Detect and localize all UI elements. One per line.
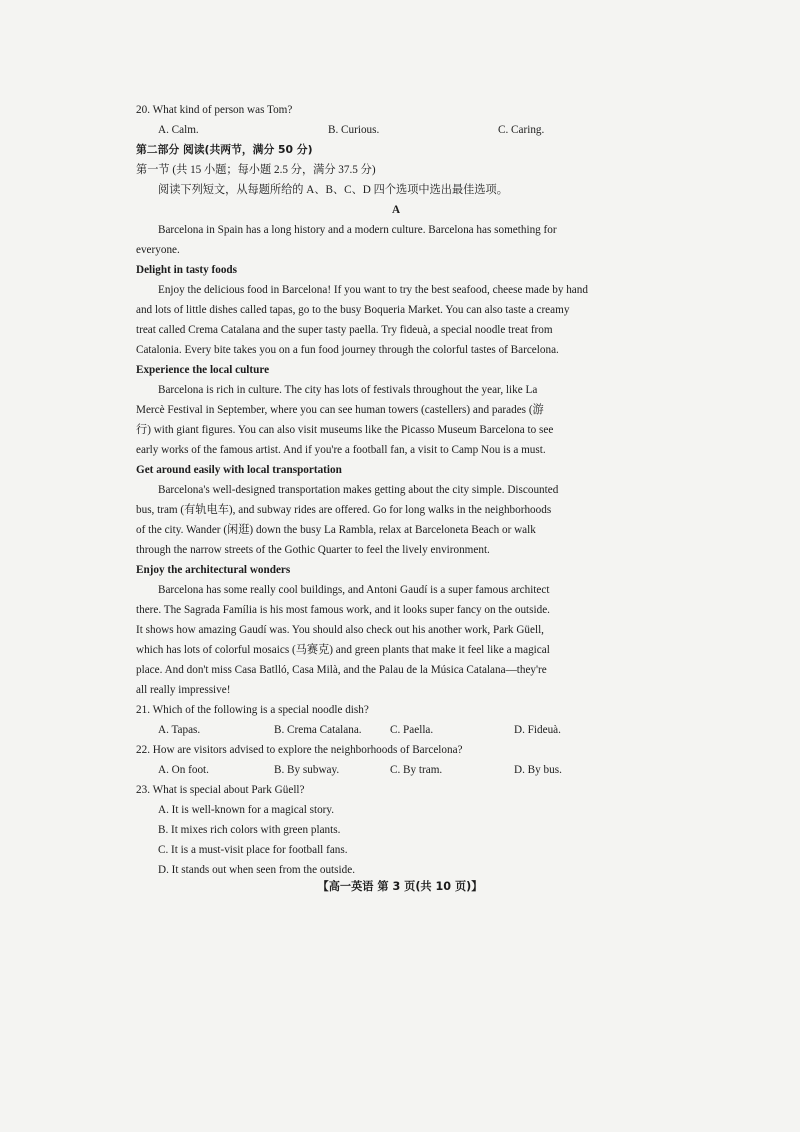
section-1-title: 第一节 (共 15 小题；每小题 2.5 分，满分 37.5 分) — [136, 164, 376, 176]
option: D. By bus. — [514, 764, 562, 776]
section-heading: Enjoy the architectural wonders — [136, 564, 291, 576]
option: C. Paella. — [390, 724, 434, 736]
question-23-stem: 23. What is special about Park Güell? — [136, 784, 305, 796]
paragraph-line: It shows how amazing Gaudí was. You should also check out his another work, Park Güell, — [136, 624, 544, 636]
page-content — [136, 100, 656, 880]
option: B. Curious. — [328, 124, 380, 136]
option: D. It stands out when seen from the outside. — [158, 864, 355, 876]
paragraph-line: early works of the famous artist. And if you're a football fan, a visit to Camp Nou is a must. — [136, 444, 546, 456]
reading-instruction: 阅读下列短文，从每题所给的 A、B、C、D 四个选项中选出最佳选项。 — [158, 184, 508, 196]
option: B. It mixes rich colors with green plants. — [158, 824, 341, 836]
question-21-stem: 21. Which of the following is a special noodle dish? — [136, 704, 369, 716]
paragraph-line: Barcelona's well-designed transportation makes getting about the city simple. Discounted — [158, 484, 559, 496]
paragraph-line: 行) with giant figures. You can also visit museums like the Picasso Museum Barcelona to see — [136, 424, 554, 436]
paragraph-line: through the narrow streets of the Gothic Quarter to feel the lively environment. — [136, 544, 490, 556]
question-20-options — [136, 120, 656, 140]
question-21-options — [136, 720, 656, 740]
option: A. It is well-known for a magical story. — [158, 804, 335, 816]
paragraph-line: Mercè Festival in September, where you can see human towers (castellers) and parades (游 — [136, 404, 544, 416]
paragraph-line: Barcelona has some really cool buildings, and Antoni Gaudí is a super famous architect — [158, 584, 550, 596]
paragraph-line: and lots of little dishes called tapas, go to the busy Boqueria Market. You can also taste a creamy — [136, 304, 570, 316]
option: C. By tram. — [390, 764, 443, 776]
paragraph-line: Catalonia. Every bite takes you on a fun food journey through the colorful tastes of Barcelona. — [136, 344, 559, 356]
intro-line: Barcelona in Spain has a long history and a modern culture. Barcelona has something for — [158, 224, 557, 236]
paragraph-line: place. And don't miss Casa Batlló, Casa Milà, and the Palau de la Música Catalana—they're — [136, 664, 547, 676]
paragraph-line: which has lots of colorful mosaics (马赛克) and green plants that make it feel like a magical — [136, 644, 550, 656]
option: A. On foot. — [158, 764, 209, 776]
passage-label: A — [391, 204, 401, 216]
option: A. Tapas. — [158, 724, 201, 736]
section-heading: Delight in tasty foods — [136, 264, 238, 276]
paragraph-line: Barcelona is rich in culture. The city has lots of festivals throughout the year, like La — [158, 384, 538, 396]
paragraph-line: all really impressive! — [136, 684, 231, 696]
question-20-stem: 20. What kind of person was Tom? — [136, 104, 293, 116]
paragraph-line: Enjoy the delicious food in Barcelona! If you want to try the best seafood, cheese made by hand — [158, 284, 588, 296]
option: C. Caring. — [498, 124, 545, 136]
option: A. Calm. — [158, 124, 199, 136]
question-22-options — [136, 760, 656, 780]
paragraph-line: bus, tram (有轨电车), and subway rides are offered. Go for long walks in the neighborhoods — [136, 504, 552, 516]
paragraph-line: of the city. Wander (闲逛) down the busy La Rambla, relax at Barceloneta Beach or walk — [136, 524, 536, 536]
intro-line: everyone. — [136, 244, 180, 256]
option: C. It is a must-visit place for football fans. — [158, 844, 348, 856]
page-footer: 【高一英语 第 3 页(共 10 页)】 — [317, 880, 483, 893]
part-2-title: 第二部分 阅读(共两节，满分 50 分) — [136, 143, 313, 156]
section-heading: Get around easily with local transportation — [136, 464, 342, 476]
paragraph-line: treat called Crema Catalana and the super tasty paella. Try fideuà, a special noodle treat from — [136, 324, 553, 336]
section-heading: Experience the local culture — [136, 364, 270, 376]
option: B. By subway. — [274, 764, 340, 776]
question-22-stem: 22. How are visitors advised to explore the neighborhoods of Barcelona? — [136, 744, 463, 756]
paragraph-line: there. The Sagrada Família is his most famous work, and it looks super fancy on the outside. — [136, 604, 550, 616]
option: B. Crema Catalana. — [274, 724, 362, 736]
option: D. Fideuà. — [514, 724, 561, 736]
